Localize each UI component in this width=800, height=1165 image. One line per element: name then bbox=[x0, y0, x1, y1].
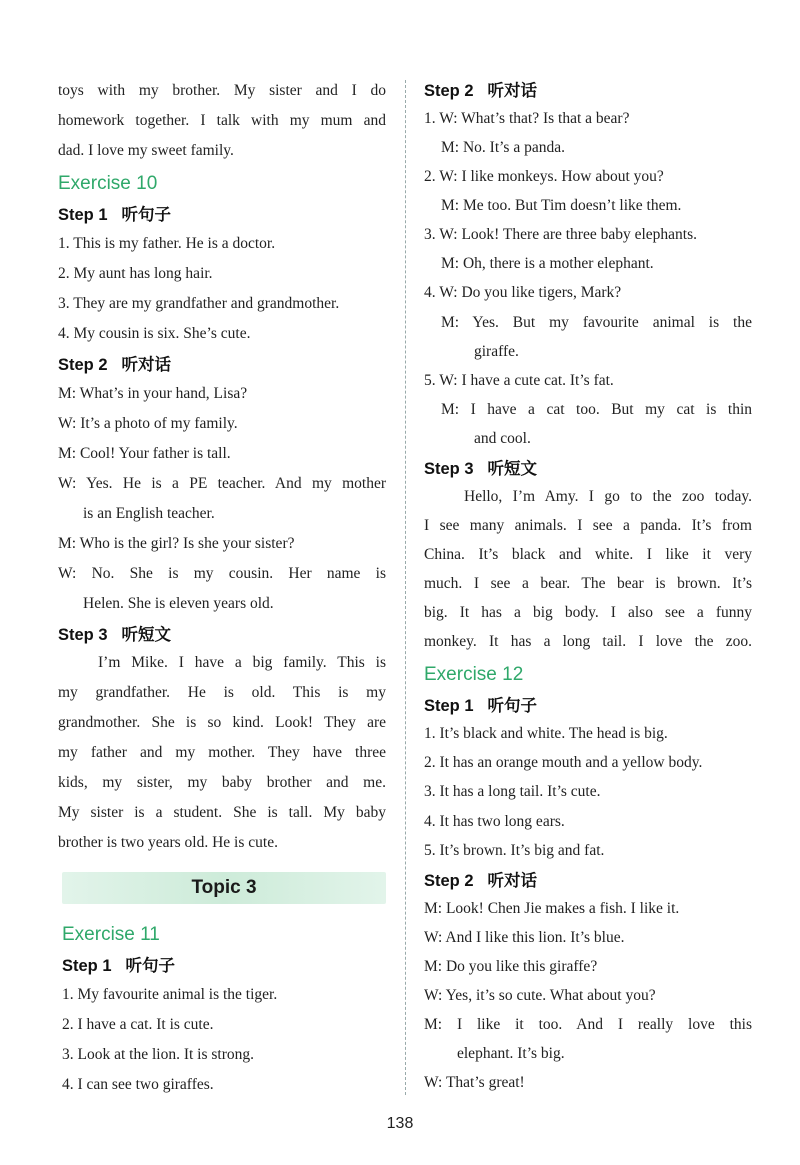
text-line: my father and my mother. They have three bbox=[58, 744, 386, 761]
ex11-step1-heading: Step 1 听句子 bbox=[62, 956, 176, 975]
text-line: W: Yes. He is a PE teacher. And my mother bbox=[58, 475, 386, 492]
topic-banner bbox=[62, 872, 386, 904]
text-line: toys with my brother. My sister and I do bbox=[58, 82, 386, 99]
text-line: I’m Mike. I have a big family. This is bbox=[98, 654, 386, 671]
text-line: W: No. She is my cousin. Her name is bbox=[58, 565, 386, 582]
exercise-12-title: Exercise 12 bbox=[424, 664, 524, 685]
text-line: M: Look! Chen Jie makes a fish. I like it. bbox=[424, 900, 680, 917]
text-line: M: No. It’s a panda. bbox=[441, 139, 565, 156]
text-line: much. I see a bear. The bear is brown. It’s bbox=[424, 575, 752, 592]
text-line: 1. My favourite animal is the tiger. bbox=[62, 986, 278, 1003]
text-line: 3. It has a long tail. It’s cute. bbox=[424, 783, 601, 800]
text-line: big. It has a big body. I also see a funny bbox=[424, 604, 752, 621]
text-line: W: It’s a photo of my family. bbox=[58, 415, 238, 432]
text-line: 2. My aunt has long hair. bbox=[58, 265, 213, 282]
text-line: 4. W: Do you like tigers, Mark? bbox=[424, 284, 622, 301]
page-number: 138 bbox=[386, 1115, 414, 1132]
text-line: homework together. I talk with my mum and bbox=[58, 112, 386, 129]
text-line: M: What’s in your hand, Lisa? bbox=[58, 385, 248, 402]
text-line: 1. It’s black and white. The head is big. bbox=[424, 725, 668, 742]
text-line: M: Do you like this giraffe? bbox=[424, 958, 598, 975]
text-line: kids, my sister, my baby brother and me. bbox=[58, 774, 386, 791]
ex12-step1-heading: Step 1 听句子 bbox=[424, 696, 538, 715]
ex12-step2-heading: Step 2 听对话 bbox=[424, 871, 538, 890]
text-line: W: That’s great! bbox=[424, 1074, 525, 1091]
text-line: 5. It’s brown. It’s big and fat. bbox=[424, 842, 605, 859]
ex11-step3-heading: Step 3 听短文 bbox=[424, 459, 538, 478]
text-line: I see many animals. I see a panda. It’s from bbox=[424, 517, 752, 534]
text-line: and cool. bbox=[474, 430, 531, 447]
text-line: my grandfather. He is old. This is my bbox=[58, 684, 386, 701]
text-line: M: Me too. But Tim doesn’t like them. bbox=[441, 197, 682, 214]
text-line: 2. I have a cat. It is cute. bbox=[62, 1016, 214, 1033]
text-line: M: Yes. But my favourite animal is the bbox=[441, 314, 752, 331]
ex11-step2-heading: Step 2 听对话 bbox=[424, 81, 538, 100]
ex10-step2-heading: Step 2 听对话 bbox=[58, 355, 172, 374]
text-line: 5. W: I have a cute cat. It’s fat. bbox=[424, 372, 614, 389]
text-line: 4. It has two long ears. bbox=[424, 813, 565, 830]
ex10-step1-heading: Step 1 听句子 bbox=[58, 205, 172, 224]
text-line: W: And I like this lion. It’s blue. bbox=[424, 929, 625, 946]
text-line: monkey. It has a long tail. I love the zoo. bbox=[424, 633, 752, 650]
text-line: Hello, I’m Amy. I go to the zoo today. bbox=[464, 488, 752, 505]
text-line: My sister is a student. She is tall. My baby bbox=[58, 804, 386, 821]
text-line: W: Yes, it’s so cute. What about you? bbox=[424, 987, 656, 1004]
ex10-step3-heading: Step 3 听短文 bbox=[58, 625, 172, 644]
text-line: 4. My cousin is six. She’s cute. bbox=[58, 325, 251, 342]
text-line: is an English teacher. bbox=[83, 505, 215, 522]
text-line: 4. I can see two giraffes. bbox=[62, 1076, 214, 1093]
text-line: Helen. She is eleven years old. bbox=[83, 595, 274, 612]
text-line: elephant. It’s big. bbox=[457, 1045, 565, 1062]
exercise-10-title: Exercise 10 bbox=[58, 173, 158, 194]
text-line: M: Cool! Your father is tall. bbox=[58, 445, 231, 462]
text-line: brother is two years old. He is cute. bbox=[58, 834, 278, 851]
text-line: grandmother. She is so kind. Look! They are bbox=[58, 714, 386, 731]
text-line: M: Who is the girl? Is she your sister? bbox=[58, 535, 295, 552]
text-line: 3. They are my grandfather and grandmother. bbox=[58, 295, 340, 312]
text-line: China. It’s black and white. I like it very bbox=[424, 546, 752, 563]
text-line: dad. I love my sweet family. bbox=[58, 142, 234, 159]
text-line: 3. Look at the lion. It is strong. bbox=[62, 1046, 255, 1063]
exercise-11-title: Exercise 11 bbox=[62, 924, 160, 945]
topic-title: Topic 3 bbox=[191, 877, 257, 898]
text-line: 2. W: I like monkeys. How about you? bbox=[424, 168, 664, 185]
text-line: 3. W: Look! There are three baby elephants. bbox=[424, 226, 698, 243]
text-line: 2. It has an orange mouth and a yellow body. bbox=[424, 754, 703, 771]
text-line: M: Oh, there is a mother elephant. bbox=[441, 255, 654, 272]
text-line: M: I like it too. And I really love this bbox=[424, 1016, 752, 1033]
text-line: M: I have a cat too. But my cat is thin bbox=[441, 401, 752, 418]
text-line: giraffe. bbox=[474, 343, 519, 360]
column-divider bbox=[405, 80, 406, 1095]
text-line: 1. W: What’s that? Is that a bear? bbox=[424, 110, 630, 127]
text-line: 1. This is my father. He is a doctor. bbox=[58, 235, 276, 252]
